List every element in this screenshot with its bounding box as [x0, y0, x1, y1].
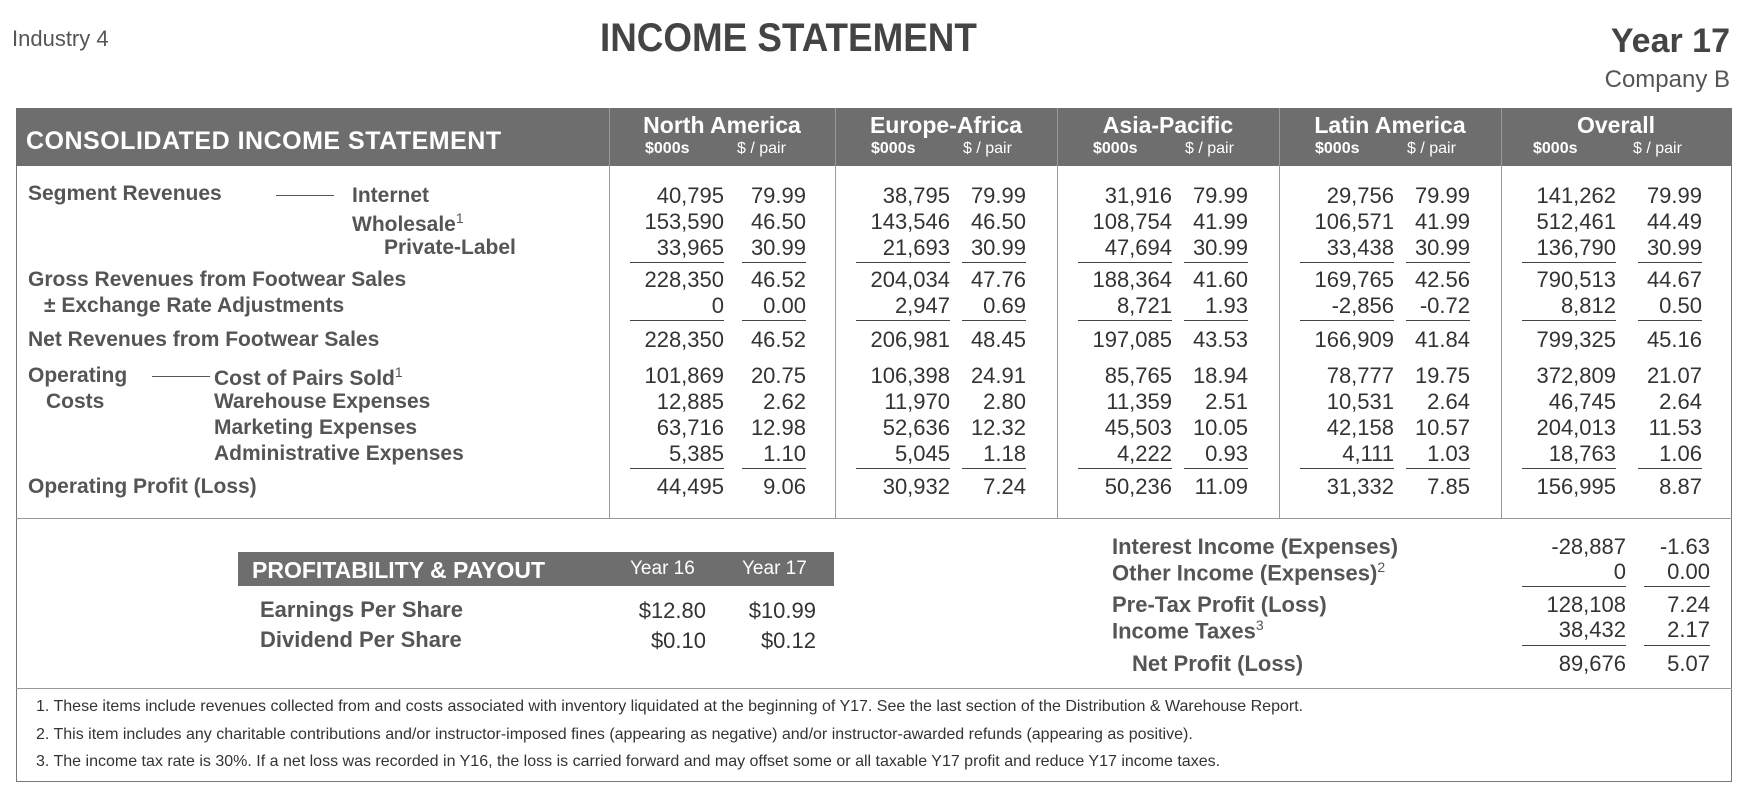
label-costs: Costs [46, 390, 105, 413]
underline [1184, 468, 1248, 469]
cell-internet-thousands: 141,262 [1536, 183, 1616, 208]
cell-warehouse-per-pair: 2.80 [983, 389, 1026, 414]
cell-marketing-per-pair: 12.32 [970, 415, 1026, 440]
cell-internet-per-pair: 79.99 [1192, 183, 1248, 208]
label-net-revenues: Net Revenues from Footwear Sales [28, 328, 380, 351]
cell-net-revenues-per-pair: 45.16 [1646, 327, 1702, 352]
cell-marketing-per-pair: 10.57 [1414, 415, 1470, 440]
underline [1638, 262, 1702, 263]
cell-administrative-thousands: 4,222 [1116, 441, 1172, 466]
footnote-2: 2. This item includes any charitable contributions and/or instructor-imposed fines (appearing as negative) and/or instructor-awarded refunds (appearing as positive). [36, 726, 1193, 743]
cell-net-revenues-per-pair: 48.45 [970, 327, 1026, 352]
cell-warehouse-thousands: 46,745 [1548, 389, 1616, 414]
cell-administrative-per-pair: 1.03 [1427, 441, 1470, 466]
cell-warehouse-thousands: 11,359 [1106, 389, 1172, 414]
cell-warehouse-per-pair: 2.64 [1427, 389, 1470, 414]
underline [1184, 262, 1248, 263]
underline [1406, 468, 1470, 469]
cell-warehouse-thousands: 10,531 [1326, 389, 1394, 414]
tax-thousands: 38,432 [1558, 617, 1626, 642]
label-exchange-rate: ± Exchange Rate Adjustments [44, 294, 345, 317]
cell-internet-thousands: 31,916 [1104, 183, 1172, 208]
underline [856, 468, 950, 469]
cell-warehouse-per-pair: 2.51 [1205, 389, 1248, 414]
cell-net-revenues-per-pair: 43.53 [1192, 327, 1248, 352]
cell-net-revenues-thousands: 228,350 [644, 327, 724, 352]
underline [1522, 262, 1616, 263]
label-segment-revenues: Segment Revenues [28, 182, 222, 205]
cell-administrative-thousands: 5,045 [894, 441, 950, 466]
underline [1644, 586, 1710, 587]
footnote-3: 3. The income tax rate is 30%. If a net loss was recorded in Y16, the loss is carried forward and may offset some or all taxable Y17 profit and reduce Y17 income taxes. [36, 753, 1221, 770]
cell-private-label-per-pair: 30.99 [750, 235, 806, 260]
cell-internet-thousands: 40,795 [656, 183, 724, 208]
cell-gross-revenues-per-pair: 41.60 [1192, 267, 1248, 292]
cell-operating-profit-per-pair: 8.87 [1659, 474, 1702, 499]
underline [1184, 320, 1248, 321]
region-unit-pair: $ / pair [1407, 140, 1456, 157]
cell-cost-of-pairs-per-pair: 24.91 [970, 363, 1026, 388]
underline [742, 262, 806, 263]
cell-gross-revenues-thousands: 169,765 [1314, 267, 1394, 292]
cell-exchange-rate-thousands: 8,812 [1560, 293, 1616, 318]
cell-wholesale-per-pair: 46.50 [970, 209, 1026, 234]
region-unit-thousands: $000s [871, 140, 916, 157]
underline [1300, 468, 1394, 469]
column-divider [609, 108, 610, 518]
interest-per-pair: -1.63 [1659, 534, 1710, 559]
cell-marketing-thousands: 63,716 [656, 415, 724, 440]
payout-year17-header: Year 17 [742, 558, 807, 579]
cell-internet-per-pair: 79.99 [750, 183, 806, 208]
label-private-label: Private-Label [384, 236, 516, 259]
region-header-latin-america [1279, 108, 1501, 166]
cell-exchange-rate-per-pair: 0.69 [983, 293, 1026, 318]
cell-gross-revenues-thousands: 228,350 [644, 267, 724, 292]
leader-line [152, 376, 210, 377]
cell-net-revenues-thousands: 197,085 [1092, 327, 1172, 352]
industry-label: Industry 4 [12, 26, 109, 51]
cell-operating-profit-thousands: 31,332 [1326, 474, 1394, 499]
cell-exchange-rate-per-pair: 0.50 [1659, 293, 1702, 318]
section-divider [16, 518, 1732, 519]
underline [856, 320, 950, 321]
cell-cost-of-pairs-thousands: 101,869 [644, 363, 724, 388]
eps-year16: $12.80 [638, 598, 706, 623]
pretax-per-pair: 7.24 [1667, 592, 1710, 617]
cell-wholesale-thousands: 143,546 [870, 209, 950, 234]
cell-marketing-per-pair: 11.53 [1648, 415, 1702, 440]
region-name: Asia-Pacific [1102, 112, 1234, 138]
label-gross-revenues: Gross Revenues from Footwear Sales [28, 268, 407, 291]
underline [630, 468, 724, 469]
column-divider [1057, 108, 1058, 518]
underline [630, 320, 724, 321]
footnote-1: 1. These items include revenues collected from and costs associated with inventory liquidated at the beginning of Y17. See the last section of the Distribution & Warehouse Report. [36, 698, 1304, 715]
label-other-income: Other Income (Expenses)$^2$ [1112, 559, 1386, 586]
cell-operating-profit-per-pair: 9.06 [763, 474, 806, 499]
cell-operating-profit-thousands: 156,995 [1536, 474, 1616, 499]
leader-line [276, 195, 334, 196]
column-divider [1279, 108, 1280, 518]
cell-private-label-thousands: 136,790 [1536, 235, 1616, 260]
underline [1638, 468, 1702, 469]
cell-administrative-per-pair: 1.10 [763, 441, 806, 466]
region-name: Overall [1577, 112, 1655, 138]
eps-year17: $10.99 [748, 598, 816, 623]
cell-cost-of-pairs-per-pair: 20.75 [750, 363, 806, 388]
cell-gross-revenues-per-pair: 42.56 [1414, 267, 1470, 292]
cell-gross-revenues-thousands: 790,513 [1536, 267, 1616, 292]
underline [1638, 320, 1702, 321]
label-income-taxes: Income Taxes$^3$ [1112, 617, 1264, 644]
cell-net-revenues-per-pair: 46.52 [750, 327, 806, 352]
cell-operating-profit-thousands: 50,236 [1104, 474, 1172, 499]
cell-private-label-thousands: 47,694 [1104, 235, 1172, 260]
column-divider [1501, 108, 1502, 518]
cell-internet-per-pair: 79.99 [1646, 183, 1702, 208]
cell-wholesale-per-pair: 41.99 [1414, 209, 1470, 234]
net-per-pair: 5.07 [1667, 651, 1710, 676]
underline [856, 262, 950, 263]
region-unit-thousands: $000s [1093, 140, 1138, 157]
cell-marketing-per-pair: 12.98 [750, 415, 806, 440]
label-internet: Internet [352, 184, 430, 207]
cell-exchange-rate-thousands: 0 [711, 293, 724, 318]
cell-private-label-per-pair: 30.99 [970, 235, 1026, 260]
cell-internet-per-pair: 79.99 [1414, 183, 1470, 208]
region-header-north-america [609, 108, 835, 166]
cell-wholesale-thousands: 106,571 [1314, 209, 1394, 234]
cell-cost-of-pairs-thousands: 372,809 [1536, 363, 1616, 388]
cell-exchange-rate-per-pair: 1.93 [1205, 293, 1248, 318]
cell-private-label-per-pair: 30.99 [1192, 235, 1248, 260]
label-eps: Earnings Per Share [260, 597, 463, 622]
underline [962, 468, 1026, 469]
cell-operating-profit-per-pair: 11.09 [1194, 474, 1248, 499]
cell-cost-of-pairs-per-pair: 18.94 [1192, 363, 1248, 388]
region-unit-thousands: $000s [645, 140, 690, 157]
label-marketing: Marketing Expenses [214, 416, 418, 439]
column-divider [835, 108, 836, 518]
cell-wholesale-thousands: 108,754 [1092, 209, 1172, 234]
cell-exchange-rate-thousands: 2,947 [894, 293, 950, 318]
underline [962, 262, 1026, 263]
cell-net-revenues-per-pair: 41.84 [1414, 327, 1470, 352]
other-per-pair: 0.00 [1667, 559, 1710, 584]
page-title: INCOME STATEMENT [600, 16, 977, 60]
cell-private-label-thousands: 21,693 [882, 235, 950, 260]
region-name: North America [643, 112, 801, 138]
footnote-divider [16, 688, 1732, 689]
dps-year17: $0.12 [760, 628, 816, 653]
underline [1522, 468, 1616, 469]
cell-exchange-rate-thousands: 8,721 [1116, 293, 1172, 318]
cell-wholesale-per-pair: 44.49 [1646, 209, 1702, 234]
region-unit-pair: $ / pair [963, 140, 1012, 157]
label-operating-profit: Operating Profit (Loss) [28, 475, 257, 498]
cell-private-label-per-pair: 30.99 [1414, 235, 1470, 260]
cell-cost-of-pairs-thousands: 106,398 [870, 363, 950, 388]
region-header-overall [1501, 108, 1731, 166]
cell-warehouse-thousands: 12,885 [656, 389, 724, 414]
cell-warehouse-per-pair: 2.64 [1659, 389, 1702, 414]
cell-wholesale-thousands: 153,590 [644, 209, 724, 234]
region-name: Latin America [1314, 112, 1466, 138]
underline [1644, 645, 1710, 646]
cell-cost-of-pairs-per-pair: 21.07 [1646, 363, 1702, 388]
label-cost-of-pairs: Cost of Pairs Sold$^1$ [214, 364, 403, 390]
cell-private-label-per-pair: 30.99 [1646, 235, 1702, 260]
region-header-asia-pacific [1057, 108, 1279, 166]
cell-gross-revenues-thousands: 204,034 [870, 267, 950, 292]
underline [1522, 586, 1626, 587]
cell-marketing-thousands: 45,503 [1104, 415, 1172, 440]
cell-wholesale-per-pair: 41.99 [1192, 209, 1248, 234]
cell-exchange-rate-per-pair: 0.00 [763, 293, 806, 318]
cell-administrative-thousands: 5,385 [668, 441, 724, 466]
underline [1078, 468, 1172, 469]
underline [1522, 320, 1616, 321]
label-net-profit: Net Profit (Loss) [1132, 651, 1304, 676]
cell-warehouse-per-pair: 2.62 [763, 389, 806, 414]
underline [1522, 645, 1626, 646]
cell-operating-profit-thousands: 30,932 [882, 474, 950, 499]
net-thousands: 89,676 [1558, 651, 1626, 676]
cell-marketing-thousands: 204,013 [1536, 415, 1616, 440]
cell-gross-revenues-per-pair: 44.67 [1646, 267, 1702, 292]
region-unit-pair: $ / pair [737, 140, 786, 157]
label-operating: Operating [28, 364, 128, 387]
cell-administrative-per-pair: 1.18 [983, 441, 1026, 466]
underline [742, 320, 806, 321]
label-dps: Dividend Per Share [260, 627, 462, 652]
underline [1078, 320, 1172, 321]
company-label: Company B [1604, 66, 1730, 93]
cell-wholesale-thousands: 512,461 [1536, 209, 1616, 234]
region-unit-pair: $ / pair [1185, 140, 1234, 157]
cell-net-revenues-thousands: 799,325 [1536, 327, 1616, 352]
region-name: Europe-Africa [869, 112, 1023, 138]
label-wholesale: Wholesale$^1$ [352, 210, 464, 236]
cell-administrative-per-pair: 1.06 [1659, 441, 1702, 466]
cell-gross-revenues-per-pair: 47.76 [970, 267, 1026, 292]
underline [742, 468, 806, 469]
table-title: CONSOLIDATED INCOME STATEMENT [26, 127, 502, 155]
other-thousands: 0 [1613, 559, 1626, 584]
cell-cost-of-pairs-thousands: 85,765 [1104, 363, 1172, 388]
cell-administrative-thousands: 4,111 [1342, 441, 1394, 466]
region-unit-pair: $ / pair [1633, 140, 1682, 157]
cell-marketing-thousands: 52,636 [882, 415, 950, 440]
cell-warehouse-thousands: 11,970 [884, 389, 950, 414]
interest-thousands: -28,887 [1551, 534, 1626, 559]
cell-operating-profit-thousands: 44,495 [656, 474, 724, 499]
cell-internet-thousands: 29,756 [1326, 183, 1394, 208]
year-label: Year 17 [1610, 22, 1730, 60]
cell-internet-per-pair: 79.99 [970, 183, 1026, 208]
pretax-thousands: 128,108 [1546, 592, 1626, 617]
cell-net-revenues-thousands: 166,909 [1314, 327, 1394, 352]
cell-exchange-rate-per-pair: -0.72 [1419, 293, 1470, 318]
tax-per-pair: 2.17 [1667, 617, 1710, 642]
dps-year16: $0.10 [650, 628, 706, 653]
cell-cost-of-pairs-thousands: 78,777 [1326, 363, 1394, 388]
cell-private-label-thousands: 33,438 [1326, 235, 1394, 260]
cell-gross-revenues-per-pair: 46.52 [750, 267, 806, 292]
region-unit-thousands: $000s [1315, 140, 1360, 157]
cell-operating-profit-per-pair: 7.85 [1427, 474, 1470, 499]
cell-marketing-per-pair: 10.05 [1192, 415, 1248, 440]
cell-gross-revenues-thousands: 188,364 [1092, 267, 1172, 292]
underline [1300, 320, 1394, 321]
label-pretax-profit: Pre-Tax Profit (Loss) [1112, 592, 1327, 617]
label-interest-income: Interest Income (Expenses) [1112, 534, 1399, 559]
cell-administrative-per-pair: 0.93 [1205, 441, 1248, 466]
underline [630, 262, 724, 263]
label-administrative: Administrative Expenses [214, 442, 464, 465]
cell-net-revenues-thousands: 206,981 [870, 327, 950, 352]
cell-marketing-thousands: 42,158 [1326, 415, 1394, 440]
underline [1300, 262, 1394, 263]
region-header-europe-africa [835, 108, 1057, 166]
cell-operating-profit-per-pair: 7.24 [983, 474, 1026, 499]
cell-wholesale-per-pair: 46.50 [750, 209, 806, 234]
underline [1078, 262, 1172, 263]
underline [962, 320, 1026, 321]
cell-administrative-thousands: 18,763 [1548, 441, 1616, 466]
cell-internet-thousands: 38,795 [882, 183, 950, 208]
payout-year16-header: Year 16 [630, 558, 695, 579]
underline [1406, 320, 1470, 321]
cell-cost-of-pairs-per-pair: 19.75 [1414, 363, 1470, 388]
cell-private-label-thousands: 33,965 [656, 235, 724, 260]
cell-exchange-rate-thousands: -2,856 [1331, 293, 1394, 318]
underline [1406, 262, 1470, 263]
region-unit-thousands: $000s [1533, 140, 1578, 157]
label-warehouse: Warehouse Expenses [214, 390, 431, 413]
payout-title: PROFITABILITY & PAYOUT [252, 557, 546, 583]
